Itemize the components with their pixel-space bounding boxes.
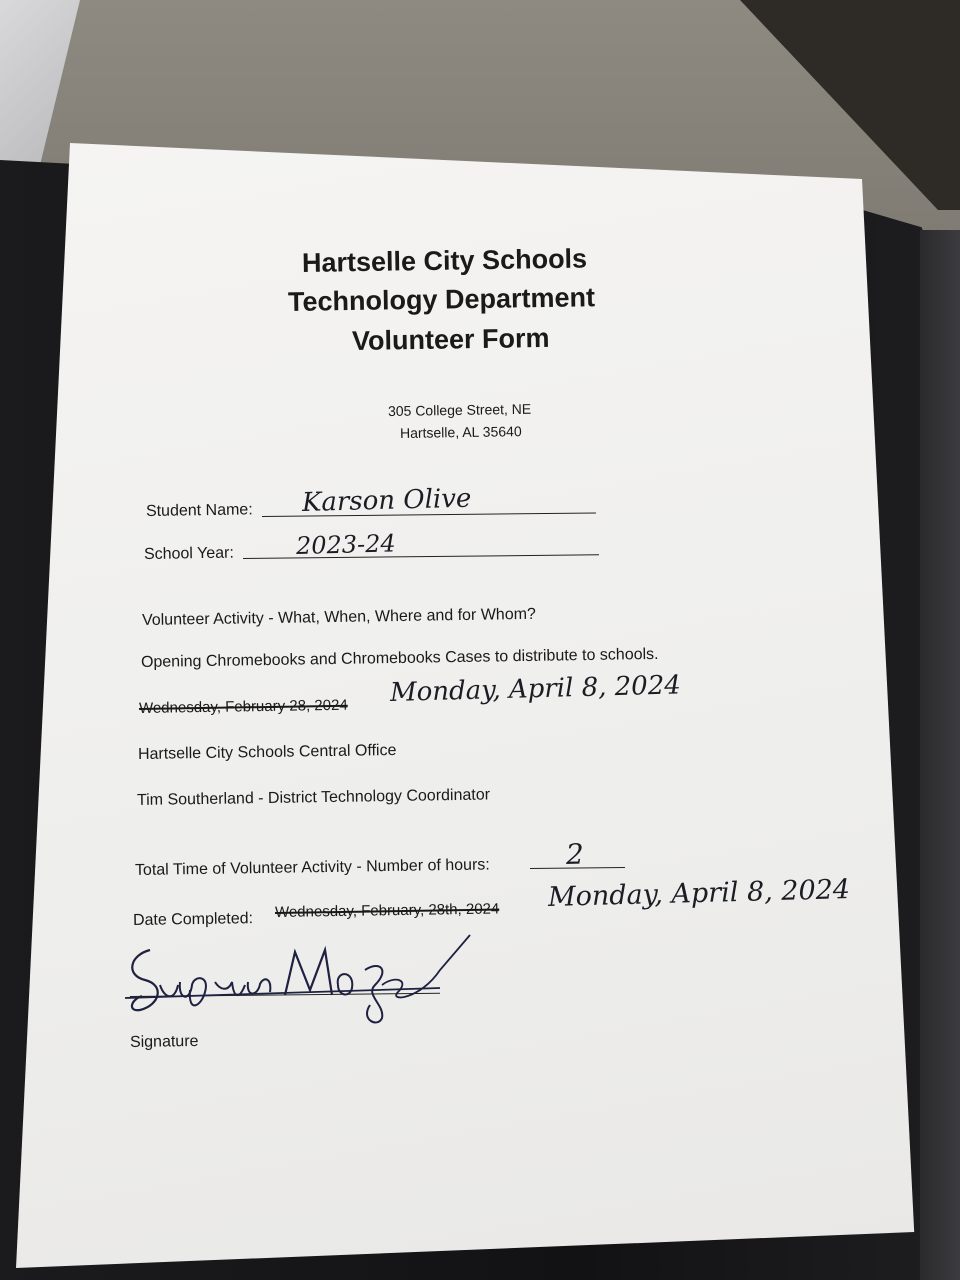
handwritten-signature [120,930,480,1030]
student-name-label: Student Name: [145,501,253,520]
form-title-line1: Hartselle City Schools [301,243,588,278]
activity-when-struck: Wednesday, February 28, 2024 [138,696,348,717]
hours-label: Total Time of Volunteer Activity - Number of hours: [134,856,490,879]
hours-value: 2 [565,837,585,871]
address-line2: Hartselle, AL 35640 [399,423,522,441]
address-line1: 305 College Street, NE [387,400,532,419]
activity-where: Hartselle City Schools Central Office [137,741,397,763]
activity-when-handwritten: Monday, April 8, 2024 [389,670,682,708]
date-completed-struck: Wednesday, February, 28th, 2024 [274,900,500,921]
date-completed-handwritten: Monday, April 8, 2024 [547,874,851,913]
student-name-value: Karson Olive [301,483,472,518]
signature-label: Signature [129,1032,199,1051]
date-completed-label: Date Completed: [132,910,254,929]
school-year-value: 2023-24 [295,529,397,560]
form-title-line3: Volunteer Form [351,322,550,356]
binder-edge [920,230,960,1280]
school-year-label: School Year: [143,544,234,563]
activity-what: Opening Chromebooks and Chromebooks Cases to distribute to schools. [140,645,659,671]
activity-question: Volunteer Activity - What, When, Where and for Whom? [141,605,537,629]
activity-whom: Tim Southerland - District Technology Coordinator [136,786,491,809]
form-title-line2: Technology Department [287,282,596,317]
